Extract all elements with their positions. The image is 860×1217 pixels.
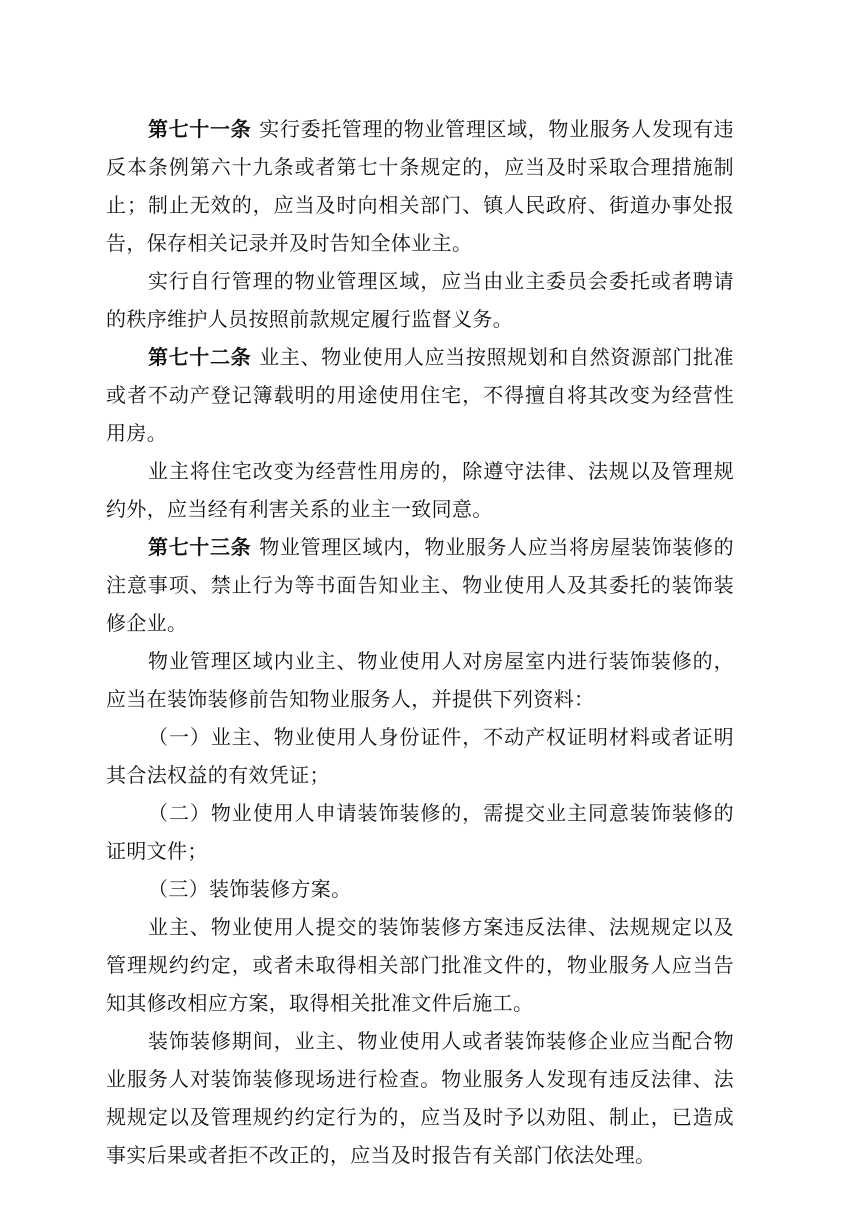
- article-71-paragraph-2: [106, 262, 734, 338]
- article-71-text-2: 实行自行管理的物业管理区域，应当由业主委员会委托或者聘请的秩序维护人员按照前款规定履行监督义务。: [106, 269, 734, 331]
- list-item-1-text: （一）业主、物业使用人身份证件，不动产权证明材料或者证明其合法权益的有效凭证；: [106, 725, 734, 787]
- document-body: [106, 110, 734, 1174]
- list-item-2-text: （二）物业使用人申请装饰装修的，需提交业主同意装饰装修的证明文件；: [106, 801, 734, 863]
- article-72-text: 业主、物业使用人应当按照规划和自然资源部门批准或者不动产登记簿载明的用途使用住宅，不得擅自将其改变为经营性用房。: [106, 345, 735, 445]
- article-73-text: 物业管理区域内，物业服务人应当将房屋装饰装修的注意事项、禁止行为等书面告知业主、物业使用人及其委托的装饰装修企业。: [106, 535, 735, 635]
- article-73-paragraph: [106, 528, 734, 642]
- article-71-paragraph: [106, 110, 734, 262]
- article-72-paragraph: [106, 338, 734, 452]
- list-item-1: [106, 718, 734, 794]
- article-73-paragraph-3: [106, 908, 734, 1022]
- article-73-paragraph-2: [106, 642, 734, 718]
- article-72-label: 第七十二条: [148, 345, 252, 369]
- list-item-3: [106, 870, 734, 908]
- article-73-text-3: 业主、物业使用人提交的装饰装修方案违反法律、法规规定以及管理规约约定，或者未取得相关部门批准文件的，物业服务人应当告知其修改相应方案，取得相关批准文件后施工。: [106, 915, 734, 1015]
- article-71-text: 实行委托管理的物业管理区域，物业服务人发现有违反本条例第六十九条或者第七十条规定的，应当及时采取合理措施制止；制止无效的，应当及时向相关部门、镇人民政府、街道办事处报告，保存相关记录并及时告知全体业主。: [106, 117, 735, 255]
- article-71-label: 第七十一条: [148, 117, 252, 141]
- list-item-3-text: （三）装饰装修方案。: [148, 877, 352, 901]
- article-72-text-2: 业主将住宅改变为经营性用房的，除遵守法律、法规以及管理规约外，应当经有利害关系的业主一致同意。: [106, 459, 734, 521]
- article-73-label: 第七十三条: [148, 535, 252, 559]
- article-73-paragraph-4: [106, 1022, 734, 1174]
- list-item-2: [106, 794, 734, 870]
- article-72-paragraph-2: [106, 452, 734, 528]
- article-73-text-4: 装饰装修期间，业主、物业使用人或者装饰装修企业应当配合物业服务人对装饰装修现场进行检查。物业服务人发现有违反法律、法规规定以及管理规约约定行为的，应当及时予以劝阻、制止，已造成事实后果或者拒不改正的，应当及时报告有关部门依法处理。: [106, 1029, 734, 1167]
- article-73-text-2: 物业管理区域内业主、物业使用人对房屋室内进行装饰装修的，应当在装饰装修前告知物业服务人，并提供下列资料：: [106, 649, 734, 711]
